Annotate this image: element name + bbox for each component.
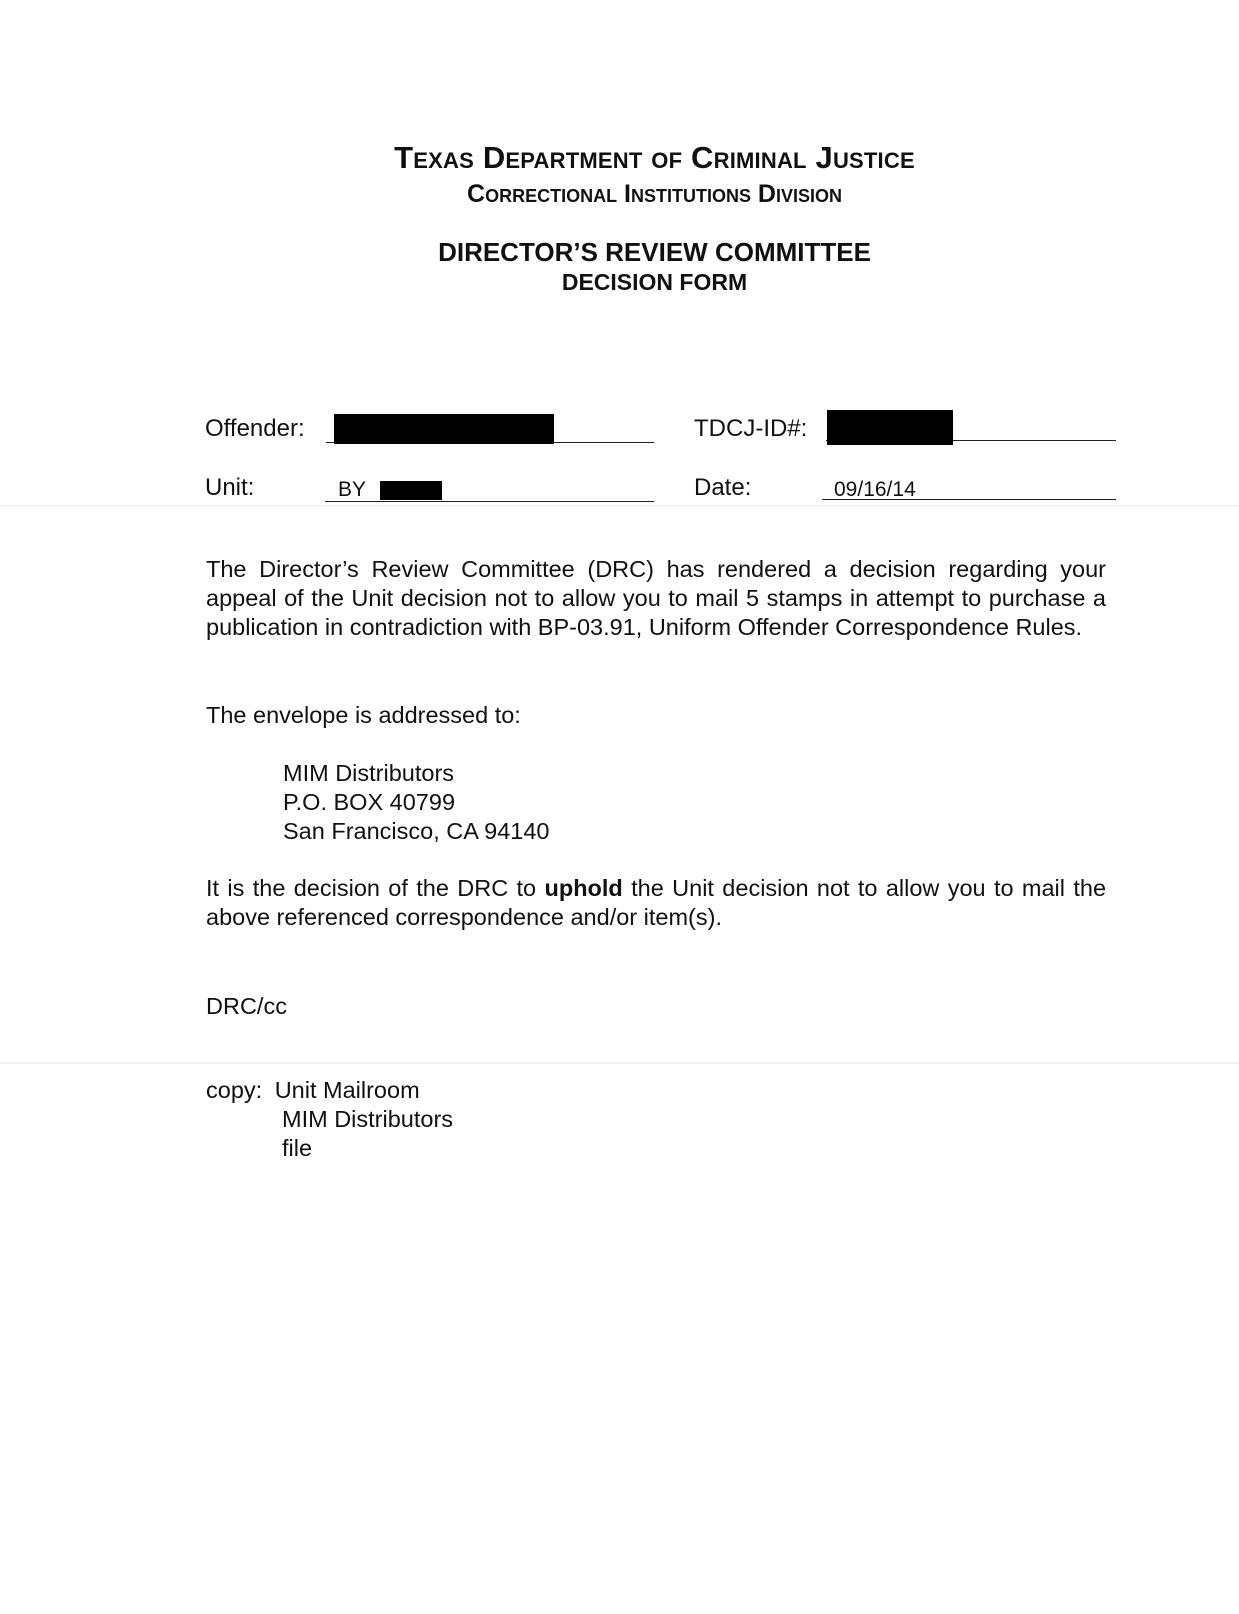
address-line-box: P.O. BOX 40799 [283,789,456,815]
copy-recipient: MIM Distributors [282,1106,454,1132]
copy-list [206,1076,453,1163]
committee-title: DIRECTOR’S REVIEW COMMITTEE [438,237,871,267]
scan-artifact [0,505,1239,507]
unit-label: Unit: [205,474,255,501]
address-line-city: San Francisco, CA 94140 [283,818,550,844]
copy-recipient: Unit Mailroom [274,1077,420,1103]
date-label: Date: [694,474,752,501]
envelope-intro: The envelope is addressed to: [206,702,521,728]
decision-word: uphold [544,875,623,901]
division-title: Correctional Institutions Division [467,180,842,208]
envelope-address [283,759,550,846]
address-line-name: MIM Distributors [283,760,455,786]
form-title: DECISION FORM [561,269,748,295]
offender-label: Offender: [205,415,305,442]
date-value: 09/16/14 [834,478,916,501]
decision-prefix: It is the decision of the DRC to [206,875,537,901]
copy-recipient: file [282,1135,313,1161]
unit-redaction [380,481,442,500]
copy-label: copy: [206,1077,263,1103]
decision-paragraph [206,874,1106,932]
tdcj-id-label: TDCJ-ID#: [694,415,808,442]
tdcj-id-redaction [827,410,953,445]
agency-title: Texas Department of Criminal Justice [394,140,915,175]
unit-line [325,501,654,502]
unit-value: BY [338,478,367,501]
decision-suffix: the Unit decision not to allow you to mail the above referenced correspondence and/or item(s). [206,875,1107,930]
scan-artifact [0,1062,1239,1064]
offender-redaction [334,414,554,444]
decision-intro-paragraph: The Director’s Review Committee (DRC) has rendered a decision regarding your appeal of the Unit decision not to allow you to mail 5 stamps in attempt to purchase a publication in contradiction with BP-03.91, Uniform Offender Correspondence Rules. [206,556,1106,640]
drc-initials: DRC/cc [206,993,287,1019]
